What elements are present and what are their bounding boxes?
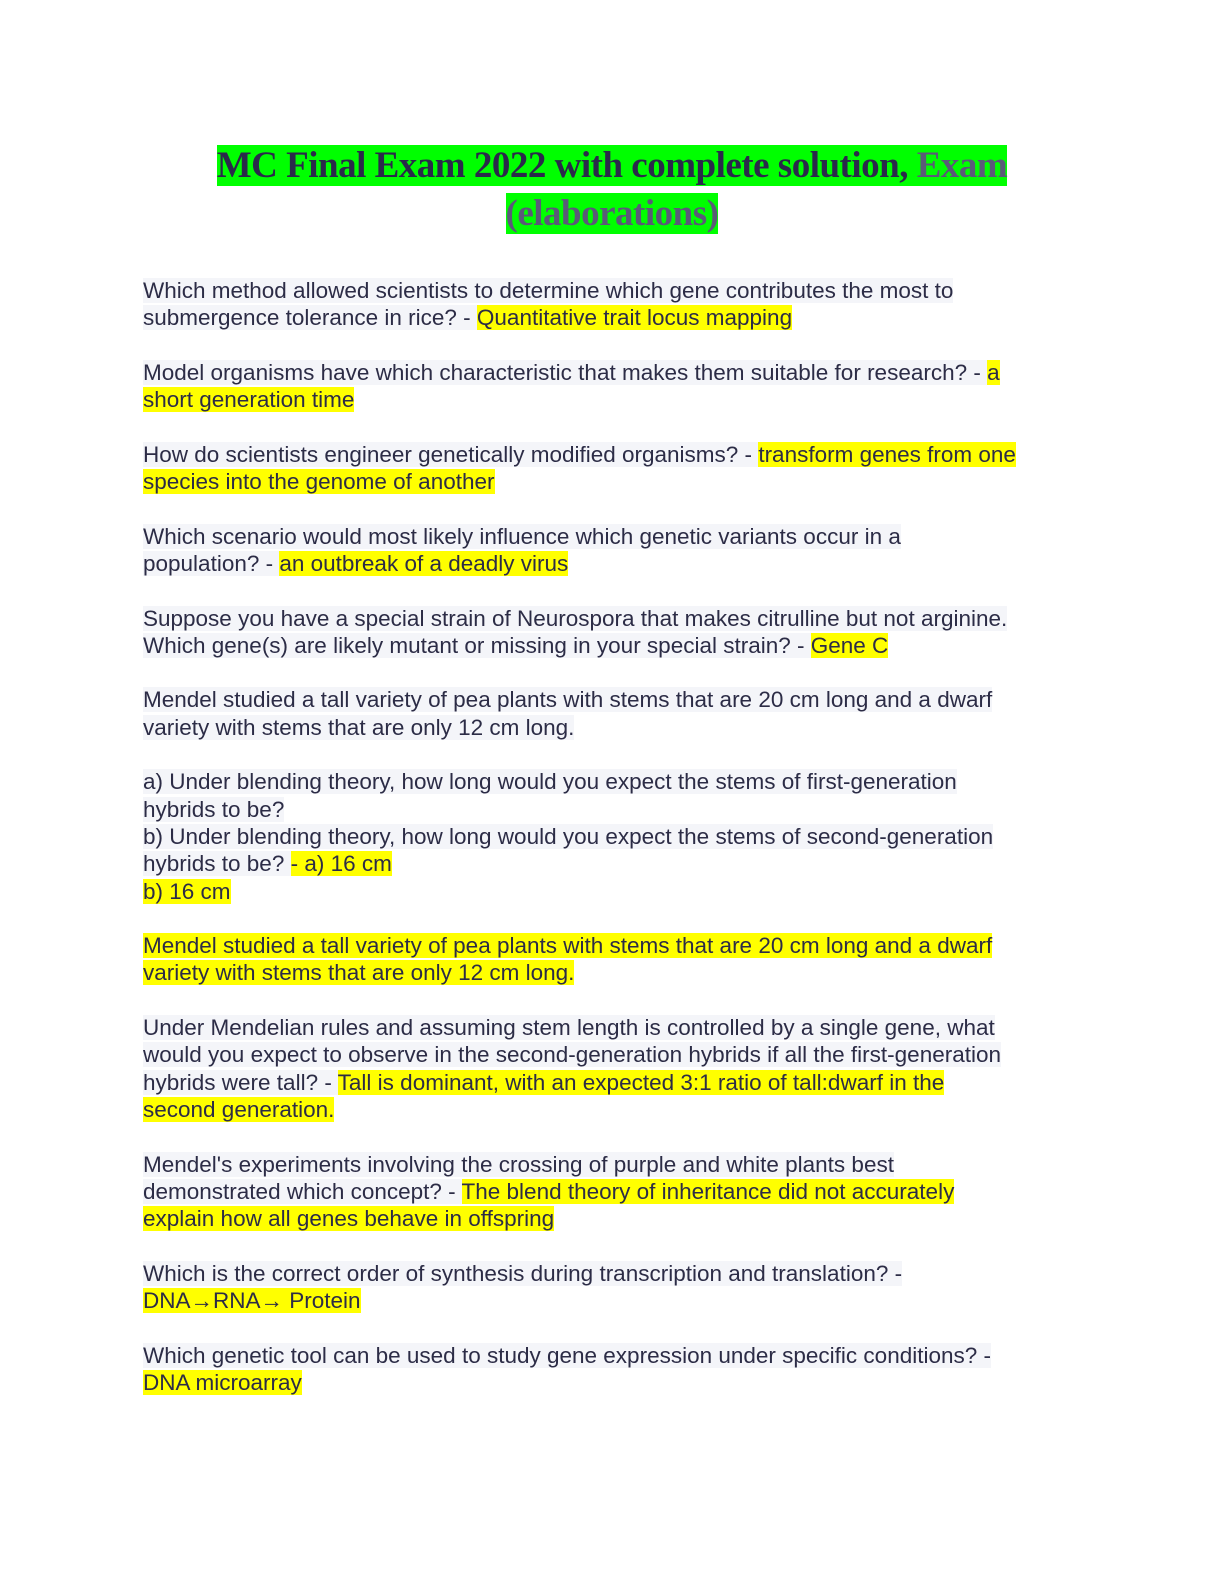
- qa-item: [143, 686, 1143, 741]
- text-line: [143, 1069, 1143, 1096]
- question-text: hybrids to be?: [143, 851, 291, 877]
- paragraph-spacer: [143, 577, 1143, 604]
- qa-item: [143, 1014, 1143, 1123]
- text-line: [143, 468, 1143, 495]
- answer-text: short generation time: [143, 387, 355, 413]
- qa-item: [143, 768, 1143, 904]
- text-line: [143, 523, 1143, 550]
- text-line: [143, 304, 1143, 331]
- answer-text: explain how all genes behave in offspring: [143, 1206, 555, 1232]
- text-line: [143, 1287, 1143, 1314]
- question-text: Which is the correct order of synthesis during transcription and translation? -: [143, 1260, 903, 1286]
- answer-text: transform genes from one: [758, 441, 1016, 467]
- qa-item: [143, 441, 1143, 496]
- question-text: Which genetic tool can be used to study gene expression under specific conditions? -: [143, 1342, 992, 1368]
- text-line: [143, 768, 1143, 795]
- text-line: [143, 1205, 1143, 1232]
- text-line: [143, 959, 1143, 986]
- text-line: [143, 605, 1143, 632]
- text-line: [143, 359, 1143, 386]
- question-text: Model organisms have which characteristic that makes them suitable for research? -: [143, 359, 988, 385]
- text-line: [143, 1260, 1143, 1287]
- qa-item: [143, 1260, 1143, 1315]
- answer-text: The blend theory of inheritance did not accurately: [461, 1178, 955, 1204]
- text-line: [143, 932, 1143, 959]
- answer-text: Mendel studied a tall variety of pea plants with stems that are 20 cm long and a dwarf: [143, 933, 993, 959]
- text-line: [143, 1178, 1143, 1205]
- question-text: How do scientists engineer genetically modified organisms? -: [143, 441, 759, 467]
- document-title: [0, 142, 1224, 238]
- qa-item: [143, 932, 1143, 987]
- text-line: [143, 823, 1143, 850]
- question-text: Suppose you have a special strain of Neurospora that makes citrulline but not arginine.: [143, 605, 1008, 631]
- title-line-1: [217, 145, 1007, 186]
- title-sub-exam: Exam: [916, 145, 1008, 186]
- question-text: Mendel studied a tall variety of pea plants with stems that are 20 cm long and a dwarf: [143, 687, 993, 713]
- qa-item: [143, 277, 1143, 332]
- question-text: demonstrated which concept? -: [143, 1178, 462, 1204]
- paragraph-spacer: [143, 905, 1143, 932]
- text-line: [143, 1369, 1143, 1396]
- text-line: [143, 878, 1143, 905]
- qa-item: [143, 1151, 1143, 1233]
- answer-text: b) 16 cm: [143, 878, 231, 904]
- qa-item: [143, 359, 1143, 414]
- question-text: a) Under blending theory, how long would you expect the stems of first-generation: [143, 769, 957, 795]
- text-line: [143, 1151, 1143, 1178]
- answer-text: Quantitative trait locus mapping: [476, 305, 793, 331]
- text-line: [143, 277, 1143, 304]
- answer-text: a: [987, 359, 1000, 385]
- paragraph-spacer: [143, 413, 1143, 440]
- question-text: b) Under blending theory, how long would you expect the stems of second-generation: [143, 823, 994, 849]
- answer-text: species into the genome of another: [143, 469, 495, 495]
- text-line: [143, 632, 1143, 659]
- qa-list: [143, 277, 1143, 1396]
- question-text: hybrids were tall? -: [143, 1069, 338, 1095]
- text-line: [143, 1096, 1143, 1123]
- paragraph-spacer: [143, 332, 1143, 359]
- paragraph-spacer: [143, 1314, 1143, 1341]
- text-line: [143, 686, 1143, 713]
- text-line: [143, 850, 1143, 877]
- question-text: hybrids to be?: [143, 796, 285, 822]
- answer-text: Gene C: [810, 632, 889, 658]
- text-line: [143, 714, 1143, 741]
- question-text: would you expect to observe in the second-generation hybrids if all the first-generation: [143, 1042, 1001, 1068]
- title-sub-elaborations: (elaborations): [505, 193, 719, 234]
- question-text: variety with stems that are only 12 cm long.: [143, 714, 575, 740]
- paragraph-spacer: [143, 1123, 1143, 1150]
- answer-text: DNA microarray: [143, 1369, 302, 1395]
- question-text: Which gene(s) are likely mutant or missing in your special strain? -: [143, 632, 811, 658]
- question-text: submergence tolerance in rice? -: [143, 305, 477, 331]
- text-line: [143, 386, 1143, 413]
- question-text: Mendel's experiments involving the crossing of purple and white plants best: [143, 1151, 894, 1177]
- text-line: [143, 441, 1143, 468]
- qa-item: [143, 1342, 1143, 1397]
- qa-item: [143, 523, 1143, 578]
- text-line: [143, 796, 1143, 823]
- question-text: Under Mendelian rules and assuming stem length is controlled by a single gene, what: [143, 1015, 995, 1041]
- title-main: MC Final Exam 2022 with complete solution,: [216, 145, 917, 186]
- question-text: Which scenario would most likely influence which genetic variants occur in a: [143, 523, 901, 549]
- question-text: population? -: [143, 550, 280, 576]
- paragraph-spacer: [143, 987, 1143, 1014]
- answer-text: an outbreak of a deadly virus: [279, 550, 569, 576]
- paragraph-spacer: [143, 741, 1143, 768]
- answer-text: variety with stems that are only 12 cm long.: [143, 960, 575, 986]
- text-line: [143, 1041, 1143, 1068]
- paragraph-spacer: [143, 1232, 1143, 1259]
- answer-text: - a) 16 cm: [290, 851, 392, 877]
- text-line: [143, 550, 1143, 577]
- text-line: [143, 1014, 1143, 1041]
- paragraph-spacer: [143, 495, 1143, 522]
- qa-item: [143, 605, 1143, 660]
- answer-text: second generation.: [143, 1096, 335, 1122]
- question-text: Which method allowed scientists to determine which gene contributes the most to: [143, 278, 954, 303]
- answer-text: DNA→RNA→ Protein: [143, 1287, 361, 1313]
- paragraph-spacer: [143, 659, 1143, 686]
- text-line: [143, 1342, 1143, 1369]
- answer-text: Tall is dominant, with an expected 3:1 ratio of tall:dwarf in the: [337, 1069, 945, 1095]
